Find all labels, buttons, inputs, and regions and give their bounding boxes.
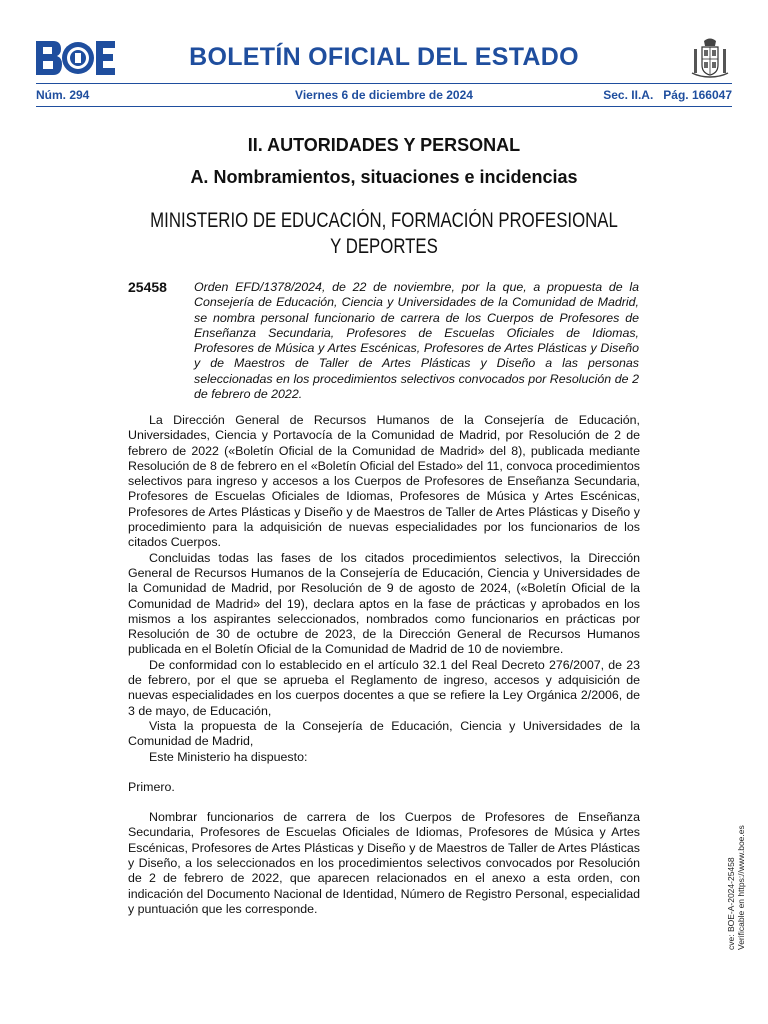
verification-note xyxy=(726,825,746,950)
paragraph: Este Ministerio ha dispuesto: xyxy=(149,749,308,764)
subsection-title: A. Nombramientos, situaciones e incidencias xyxy=(190,167,578,187)
order-number: 25458 xyxy=(128,279,167,295)
cve-code: cve: BOE-A-2024-25458 xyxy=(726,857,736,950)
bulletin-title: BOLETÍN OFICIAL DEL ESTADO xyxy=(189,43,579,71)
ministry-heading xyxy=(77,208,691,260)
ministry-line-2: Y DEPORTES xyxy=(330,235,438,258)
paragraph: Nombrar funcionarios de carrera de los Cuerpos de Profesores de Enseñanza Secundaria, Profesores de Escuelas Oficiales de Idiomas, Profesores de Música y Artes Escénicas, Profesores de Artes Plásticas y Diseño y de Maestros de Taller de Artes Plásticas y Diseño, a los seleccionados en los procedimientos selectivos convocados por Resolución de 2 de febrero de 2022, que aparecen relacionados en el anexo a esta orden, con indicación del Documento Nacional de Identidad, Número de Registro Personal, especialidad y puntuación que les corresponde. xyxy=(128,810,640,916)
order-summary: Orden EFD/1378/2024, de 22 de noviembre, por la que, a propuesta de la Consejería de Educación, Ciencia y Universidades de la Comunidad de Madrid, se nombra personal funcionario de carrera de los Cuerpos de Profesores de Enseñanza Secundaria, Profesores de Escuelas Oficiales de Idiomas, Profesores de Música y Artes Escénicas, Profesores de Artes Plásticas y Diseño y de Maestros de Taller de Artes Plásticas y Diseño a las personas seleccionadas en los procedimientos selectivos convocados por Resolución de 2 de febrero de 2022. xyxy=(194,280,639,402)
issue-number: Núm. 294 xyxy=(36,88,90,102)
paragraph: De conformidad con lo establecido en el artículo 32.1 del Real Decreto 276/2007, de 23 de febrero, por el que se aprueba el Reglamento de ingreso, accesos y adquisición de nuevas especialidades en los cuerpos docentes a que se refiere la Ley Orgánica 2/2006, de 3 de mayo, de Educación, xyxy=(128,657,640,718)
paragraph: La Dirección General de Recursos Humanos de la Consejería de Educación, Universidades, Ciencia y Portavocía de la Comunidad de Madrid, por Resolución de 2 de febrero de 2022 («Boletín Oficial de la Comunidad de Madrid» del 8), publicada mediante Resolución de 8 de febrero en el «Boletín Oficial del Estado» del 11, convoca procedimientos selectivos para ingreso y accesos a los Cuerpos de Profesores de Enseñanza Secundaria, Profesores de Escuelas Oficiales de Idiomas, Profesores de Música y Artes Escénicas, Profesores de Artes Plásticas y Diseño y de Maestros de Taller de Artes Plásticas y Diseño y procedimiento para la adquisición de nuevas especialidades por los funcionarios de los citados Cuerpos. xyxy=(128,413,640,550)
page-number: Pág. 166047 xyxy=(663,88,732,102)
issue-date: Viernes 6 de diciembre de 2024 xyxy=(295,88,473,102)
header-rule-top xyxy=(36,83,732,84)
boe-logo xyxy=(36,41,116,75)
paragraph: Vista la propuesta de la Consejería de Educación, Ciencia y Universidades de la Comunidad de Madrid, xyxy=(128,718,640,749)
ministry-line-1: MINISTERIO DE EDUCACIÓN, FORMACIÓN PROFESIONAL xyxy=(150,209,618,232)
section-page xyxy=(603,88,732,102)
article-heading: Primero. xyxy=(128,779,175,794)
header-rule-bottom xyxy=(36,106,732,107)
document-body xyxy=(128,413,640,917)
section-label: Sec. II.A. xyxy=(603,88,654,102)
spanish-coat-of-arms-icon xyxy=(690,37,730,79)
section-title: II. AUTORIDADES Y PERSONAL xyxy=(247,135,521,155)
verification-link[interactable]: Verificable en https://www.boe.es xyxy=(736,825,746,950)
paragraph: Concluidas todas las fases de los citados procedimientos selectivos, la Dirección General de Recursos Humanos de la Consejería de Educación, Ciencia y Universidades de la Comunidad de Madrid, por Resolución de 9 de agosto de 2024, («Boletín Oficial de la Comunidad de Madrid» del 19), declara aptos en la fase de prácticas y aprobados en los mismos a los aspirantes seleccionados, nombrados como funcionarios en prácticas por Resolución de 30 de octubre de 2023, de la Dirección General de Recursos Humanos publicada en el Boletín Oficial de la Comunidad de Madrid de 10 de noviembre. xyxy=(128,550,640,657)
